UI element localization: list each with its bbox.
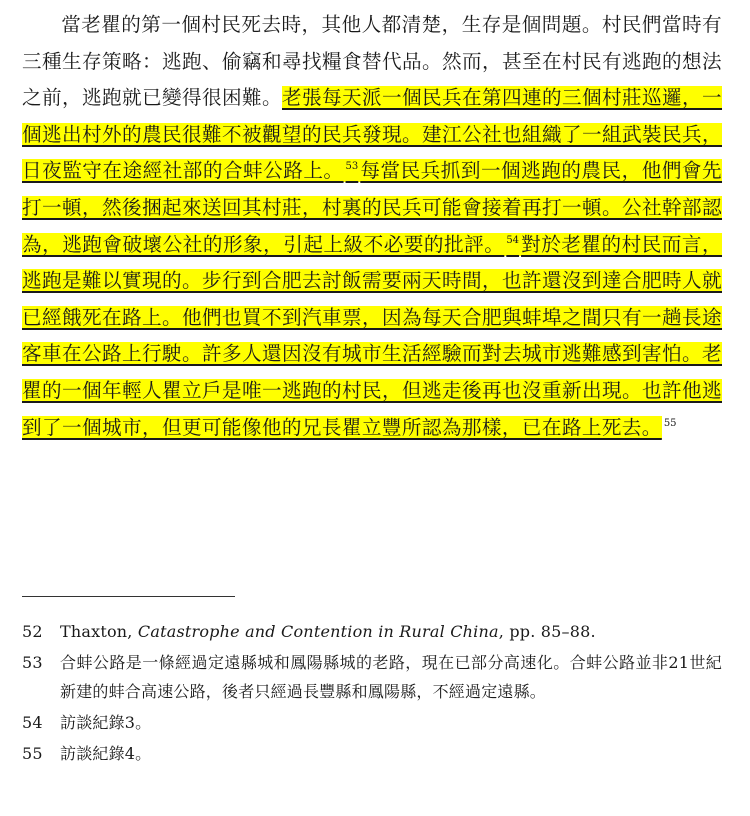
- footnote-text: [60, 617, 722, 646]
- footnote-number: 52: [22, 622, 43, 641]
- footnote-text: 訪談紀錄3。: [60, 713, 152, 732]
- citation-pages: , pp. 85–88.: [498, 622, 596, 641]
- footnote-number: 53: [22, 653, 43, 672]
- footnote-number: 54: [22, 713, 43, 732]
- footnote-ref-53[interactable]: 53: [345, 161, 359, 173]
- body-paragraph: [22, 7, 722, 446]
- footnote-ref-54[interactable]: 54: [506, 234, 520, 246]
- highlight-text-3: 對於老瞿的村民而言，逃跑是難以實現的。步行到合肥去討飯需要兩天時間，也許還沒到達合肥時人就已經餓死在路上。他們也買不到汽車票，因為每天合肥與蚌埠之間只有一趟長途客車在公路上行駛。許多人還因沒有城市生活經驗而對去城市逃難感到害怕。老瞿的一個年輕人瞿立戶是唯一逃跑的村民，但逃走後再也沒重新出現。也許他逃到了一個城市，但更可能像他的兄長瞿立豐所認為那樣，已在路上死去。: [22, 232, 723, 439]
- footnote-52: [22, 617, 722, 646]
- highlight-passage-1: [22, 86, 722, 438]
- footnote-number: 55: [22, 744, 43, 763]
- citation-author: Thaxton,: [60, 622, 138, 641]
- paragraph-intro: 當老瞿的第一個村民死去時，其他人都清楚，生存是個問題。村民們當時有三種生存策略：逃跑、偷竊和尋找糧食替代品。然而，甚至在村民有逃跑的想法之前，逃跑就已變得很困難。: [22, 13, 722, 110]
- highlight-text-1: 老張每天派一個民兵在第四連的三個村莊巡邏，一個逃出村外的農民很難不被觀望的民兵發現。建江公社也組織了一組武裝民兵，日夜監守在途經社部的合蚌公路上。: [22, 86, 722, 183]
- footnote-54: [22, 708, 722, 737]
- highlight-text-2: 每當民兵抓到一個逃跑的農民，他們會先打一頓，然後捆起來送回其村莊，村裏的民兵可能會接着再打一頓。公社幹部認為，逃跑會破壞公社的形象，引起上級不必要的批評。: [22, 159, 723, 256]
- footnote-text: 訪談紀錄4。: [60, 744, 152, 763]
- footnote-55: [22, 739, 722, 768]
- citation-title: Catastrophe and Contention in Rural China: [137, 622, 499, 641]
- footnote-text: 合蚌公路是一條經過定遠縣城和鳳陽縣城的老路，現在已部分高速化。合蚌公路並非21世紀新建的蚌合高速公路，後者只經過長豐縣和鳳陽縣，不經過定遠縣。: [60, 653, 722, 701]
- footnote-ref-55[interactable]: 55: [663, 417, 677, 429]
- footnote-divider: [22, 596, 235, 597]
- footnote-53: [22, 648, 722, 706]
- footnotes-section: [22, 617, 722, 768]
